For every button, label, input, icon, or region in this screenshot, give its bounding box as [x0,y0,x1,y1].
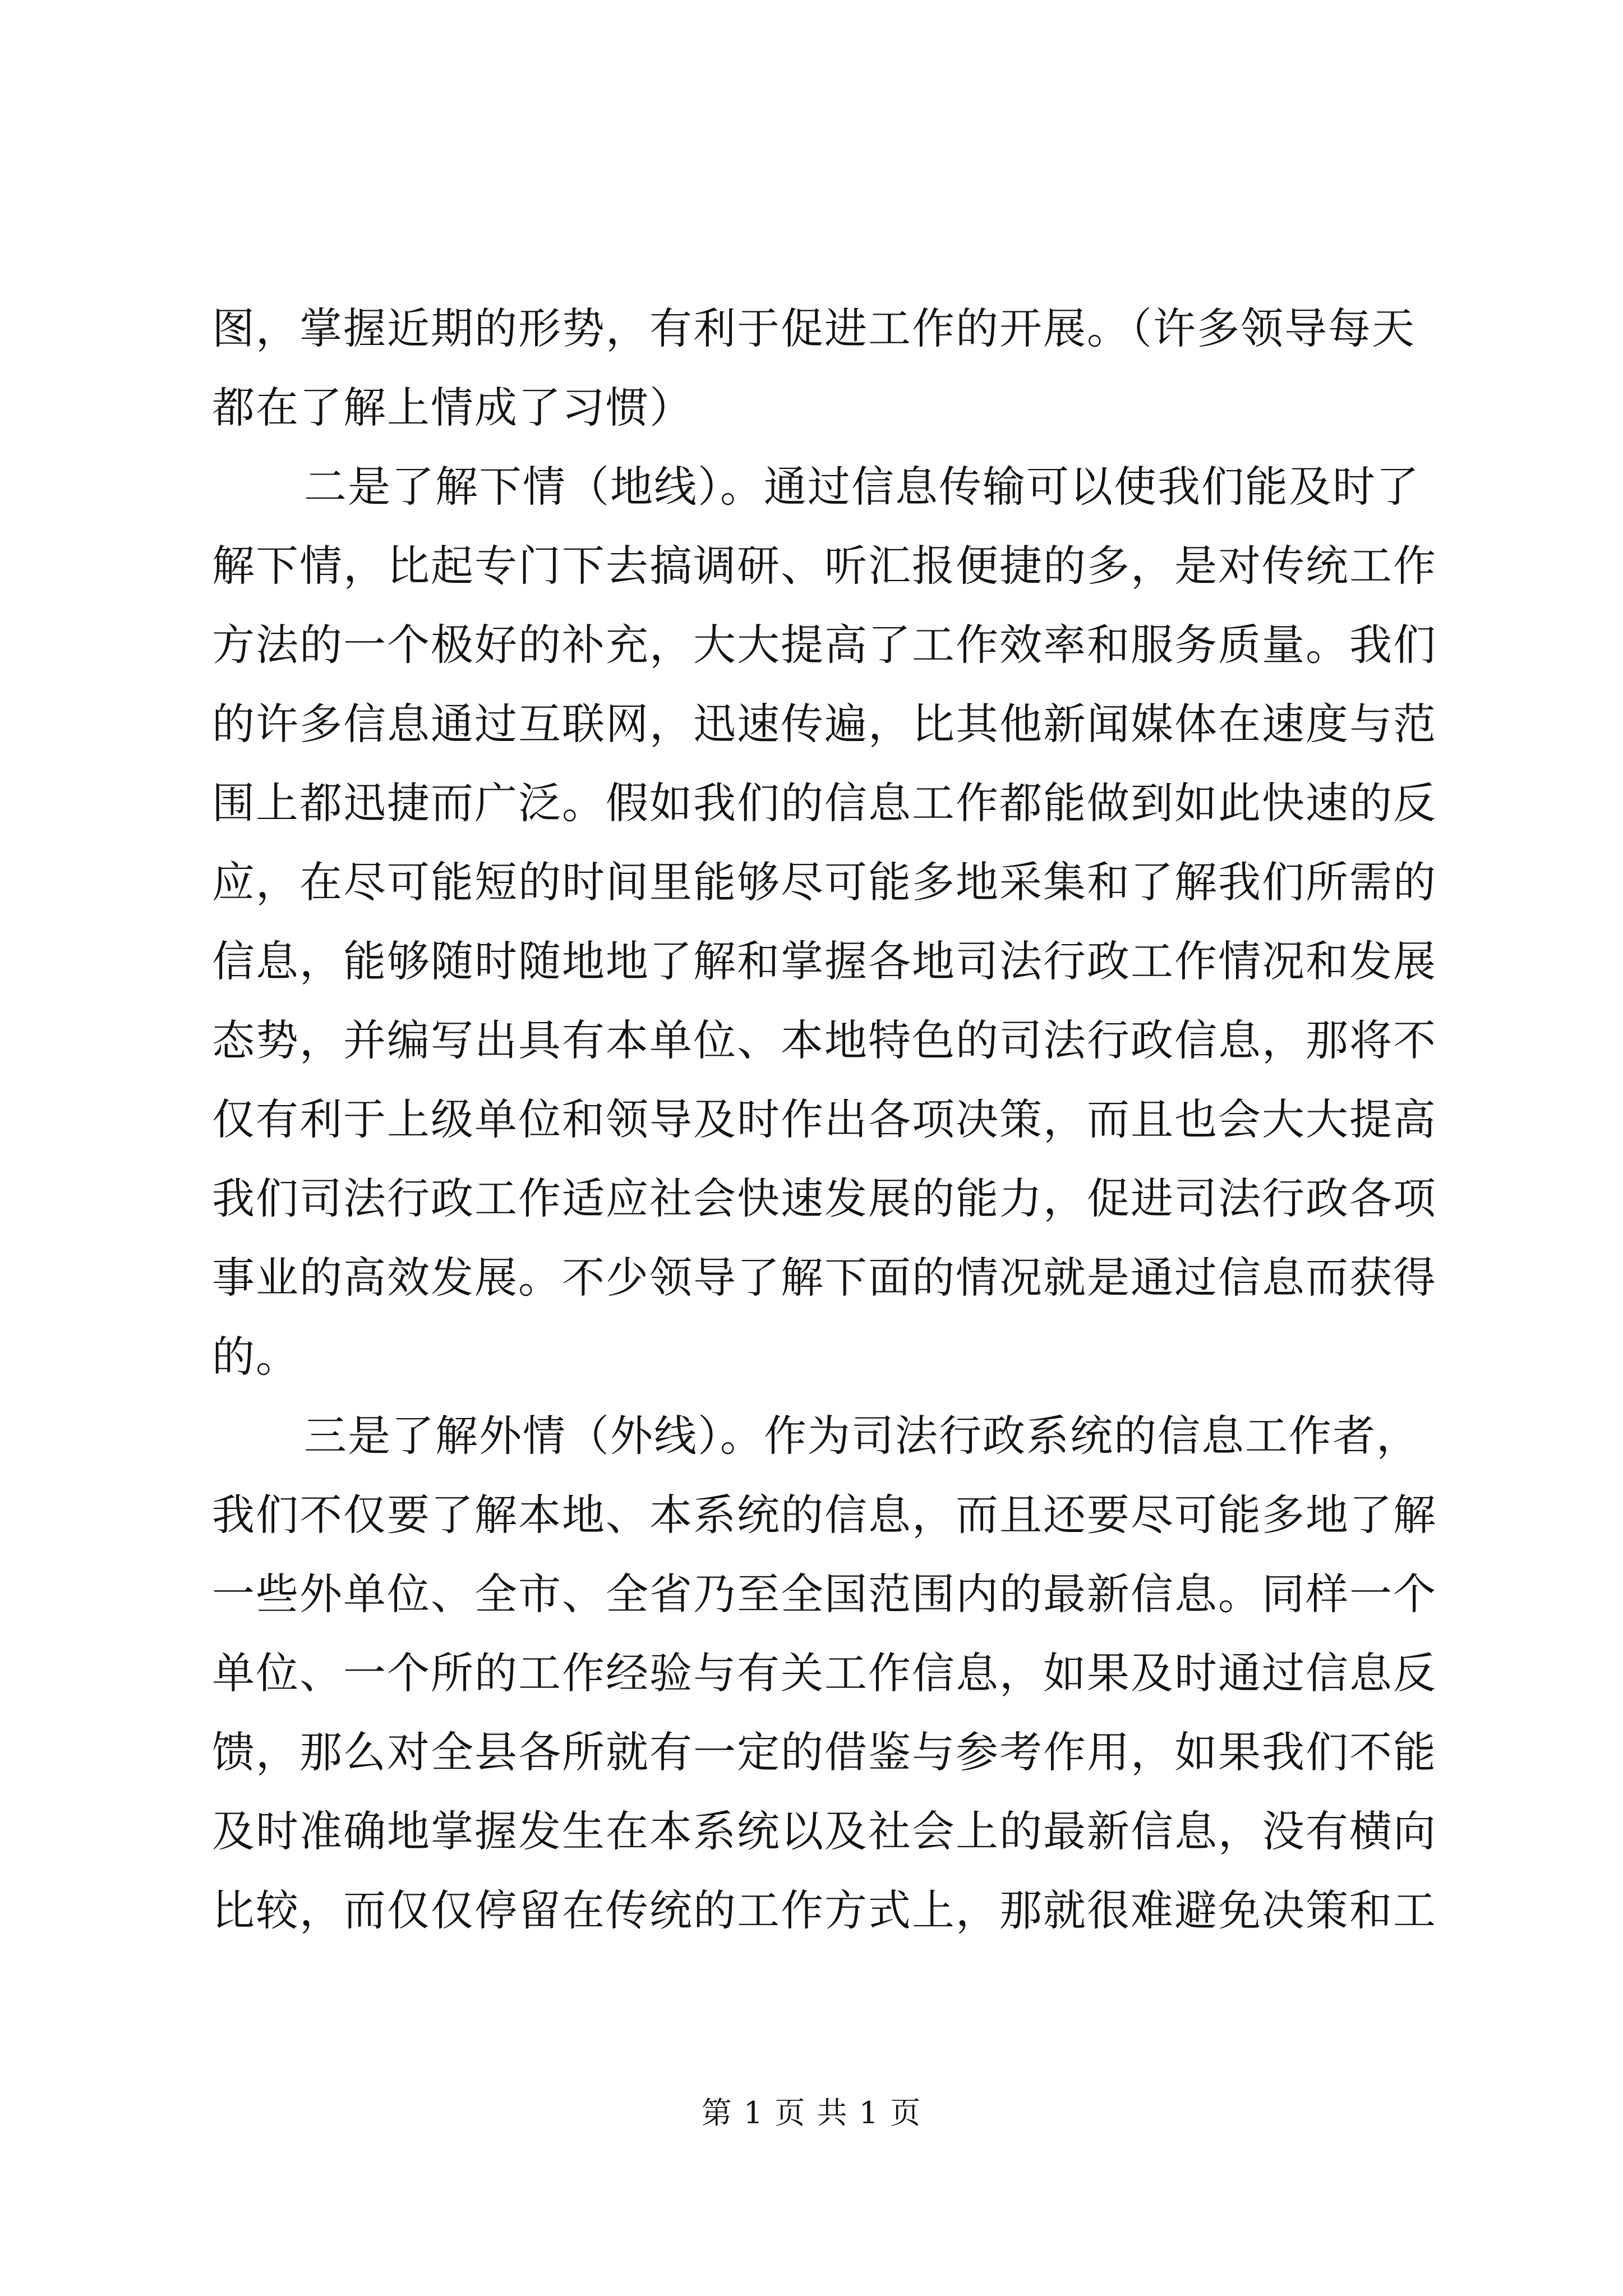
text-line: 态势，并编写出具有本单位、本地特色的司法行政信息，那将不 [212,1015,1437,1065]
text-line: 的。 [212,1332,299,1382]
text-line: 围上都迅捷而广泛。假如我们的信息工作都能做到如此快速的反 [212,778,1437,828]
text-line: 我们不仅要了解本地、本系统的信息，而且还要尽可能多地了解 [212,1490,1437,1540]
paragraph-start-line: 二是了解下情（地线）。通过信息传输可以使我们能及时了 [304,462,1420,512]
text-line: 及时准确地掌握发生在本系统以及社会上的最新信息，没有横向 [212,1806,1437,1856]
text-line: 的许多信息通过互联网，迅速传遍，比其他新闻媒体在速度与范 [212,699,1437,749]
text-line: 馈，那么对全县各所就有一定的借鉴与参考作用，如果我们不能 [212,1727,1437,1777]
text-line: 一些外单位、全市、全省乃至全国范围内的最新信息。同样一个 [212,1569,1437,1619]
text-line: 信息，能够随时随地地了解和掌握各地司法行政工作情况和发展 [212,936,1437,986]
text-line: 仅有利于上级单位和领导及时作出各项决策，而且也会大大提高 [212,1094,1437,1144]
document-body [212,289,1437,1950]
text-line: 我们司法行政工作适应社会快速发展的能力，促进司法行政各项 [212,1174,1437,1223]
text-line: 事业的高效发展。不少领导了解下面的情况就是通过信息而获得 [212,1253,1437,1303]
page-footer: 第 1 页 共 1 页 [701,2095,922,2131]
text-line: 方法的一个极好的补充，大大提高了工作效率和服务质量。我们 [212,620,1437,670]
paragraph-start-line: 三是了解外情（外线）。作为司法行政系统的信息工作者， [304,1411,1420,1461]
text-line: 应，在尽可能短的时间里能够尽可能多地采集和了解我们所需的 [212,857,1437,907]
text-line: 都在了解上情成了习惯） [212,383,693,432]
text-line: 比较，而仅仅停留在传统的工作方式上，那就很难避免决策和工 [212,1885,1437,1935]
text-line: 单位、一个所的工作经验与有关工作信息，如果及时通过信息反 [212,1648,1437,1698]
text-line: 解下情，比起专门下去搞调研、听汇报便捷的多，是对传统工作 [212,541,1437,591]
text-line: 图，掌握近期的形势，有利于促进工作的开展。（许多领导每天 [212,303,1415,353]
